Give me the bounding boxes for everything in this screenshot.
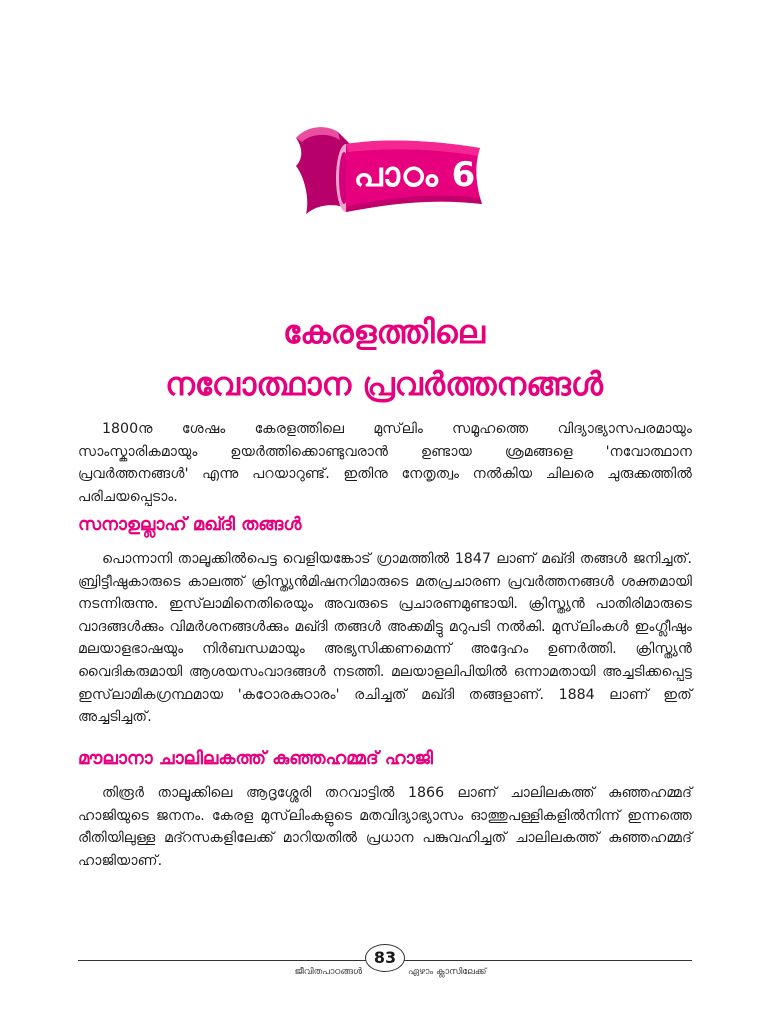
chapter-title-line-1: കേരളത്തിലെ: [283, 313, 485, 351]
footer-book-title: ജീവിതപാഠങ്ങൾ: [294, 967, 362, 977]
page-number: 83: [365, 944, 405, 972]
intro-paragraph: 1800നു ശേഷം കേരളത്തിലെ മുസ്‌ലിം സമൂഹത്തെ വിദ്യാഭ്യാസപരമായും സാംസ്കാരികമായും ഉയർത്തിക്കൊണ്ടുവരാൻ ഉണ്ടായ ശ്രമങ്ങളെ 'നവോത്ഥാന പ്രവർത്തനങ്ങൾ' എന്നു പറയാറുണ്ട്. ഇതിനു നേതൃത്വം നൽകിയ ചിലരെ ചുരുക്കത്തിൽ പരിചയപ്പെടാം.: [78, 421, 692, 505]
footer-class-label: ഏഴാം ക്ലാസിലേക്ക്: [408, 967, 487, 977]
section-heading-sanaullah-makhdi: സനാഉല്ലാഹ് മഖ്ദി തങ്ങൾ: [78, 514, 302, 535]
chapter-title-line-2: നവോത്ഥാന പ്രവർത്തനങ്ങൾ: [165, 365, 603, 403]
section-paragraph-sanaullah-makhdi: പൊന്നാനി താലൂക്കിൽപെട്ട വെളിയങ്കോട് ഗ്രാമത്തിൽ 1847 ലാണ് മഖ്ദി തങ്ങൾ ജനിച്ചത്. ബ്രിട്ടീഷുകാരുടെ കാലത്ത് ക്രിസ്ത്യൻമിഷനറിമാരുടെ മതപ്രചാരണ പ്രവർത്തനങ്ങൾ ശക്തമായി നടന്നിരുന്നു. ഇസ്‌ലാമിനെതിരെയും അവരുടെ പ്രചാരണമുണ്ടായി. ക്രിസ്ത്യൻ പാതിരിമാരുടെ വാദങ്ങൾക്കും വിമർശനങ്ങൾക്കും മഖ്ദി തങ്ങൾ അക്കമിട്ടു മറുപടി നൽകി. മുസ്‌ലിംകൾ ഇംഗ്ലീഷും മലയാളഭാഷയും നിർബന്ധമായും അഭ്യസിക്കണമെന്ന് അദ്ദേഹം ഉണർത്തി. ക്രിസ്ത്യൻ വൈദികരുമായി ആശയസംവാദങ്ങൾ നടത്തി. മലയാളലിപിയിൽ ഒന്നാമതായി അച്ചടിക്കപ്പെട്ട ഇസ്‌ലാമികഗ്രന്ഥമായ 'കഠോരകുഠാരം' രചിച്ചത് മഖ്ദി തങ്ങളാണ്. 1884 ലാണ് ഇത് അച്ചടിച്ചത്.: [78, 551, 692, 726]
section-heading-chalilakath: മൗലാനാ ചാലിലകത്ത് കുഞ്ഞഹമ്മദ് ഹാജി: [78, 748, 433, 769]
section-paragraph-chalilakath: തിരൂർ താലൂക്കിലെ ആദൃശ്ശേരി തറവാട്ടിൽ 1866 ലാണ് ചാലിലകത്ത് കുഞ്ഞഹമ്മദ് ഹാജിയുടെ ജനനം. കേരള മുസ്‌ലിംകളുടെ മതവിദ്യാഭ്യാസം ഓത്തുപള്ളികളിൽനിന്ന് ഇന്നത്തെ രീതിയിലുള്ള മദ്റസകളിലേക്ക് മാറിയതിൽ പ്രധാന പങ്കുവഹിച്ചത് ചാലിലകത്ത് കുഞ്ഞഹമ്മദ് ഹാജിയാണ്.: [78, 785, 692, 869]
chapter-label: പാഠം 6: [353, 155, 477, 195]
chapter-ribbon-banner: [292, 118, 492, 230]
chapter-title: [0, 306, 768, 410]
